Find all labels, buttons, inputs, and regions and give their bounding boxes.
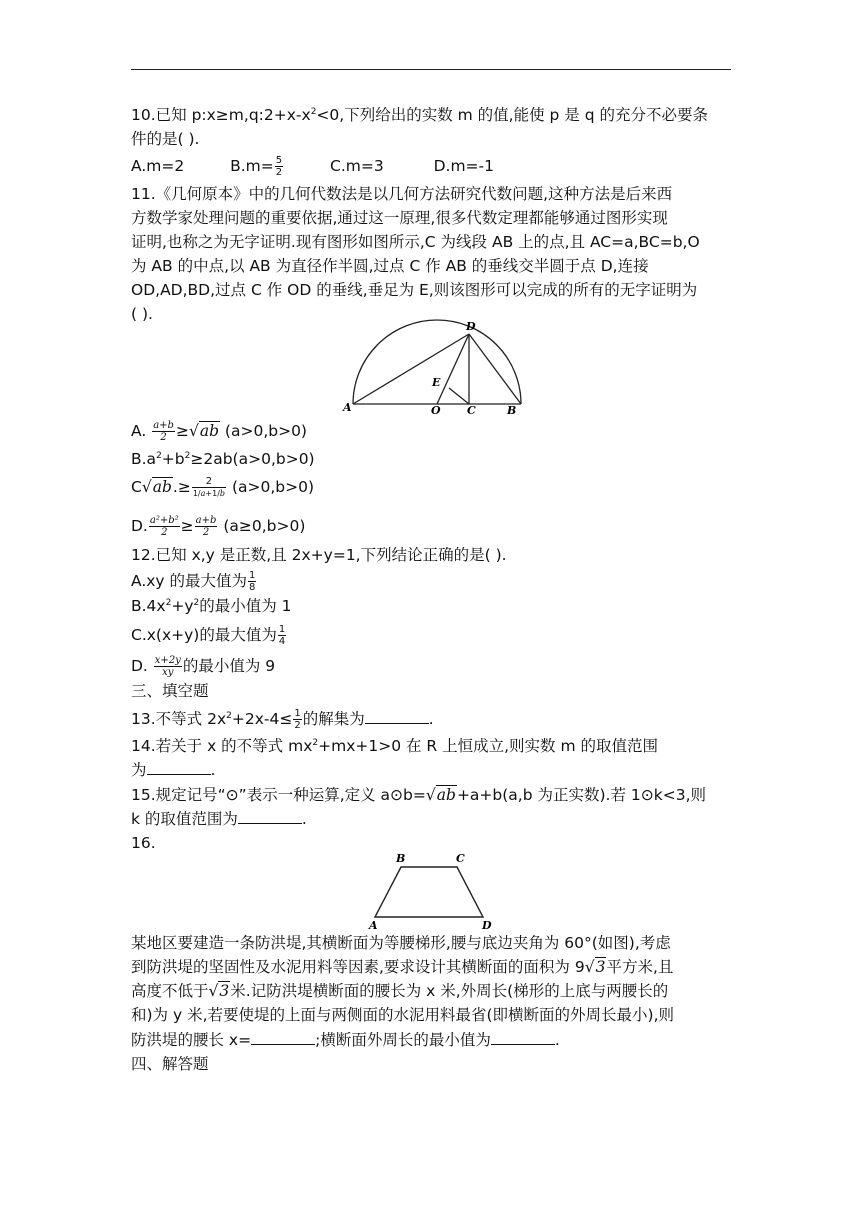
- q11-option-c: C√ab.≥ $\frac{2}{1/a+1/b}$ (a>0,b>0): [131, 476, 314, 498]
- q16-line3: 高度不低于√3米.记防洪堤横断面的腰长为 x 米,外周长(梯形的上底与两腰长的: [131, 982, 669, 1000]
- q16-line2: 到防洪堤的坚固性及水泥用料等因素,要求设计其横断面的面积为 9√3平方米,且: [131, 958, 674, 976]
- header-rule: [131, 69, 731, 70]
- fig1-label-o: O: [431, 404, 441, 417]
- q13-answer-blank[interactable]: [365, 709, 429, 724]
- q11-option-b: $B.a^2+b^2\ge 2ab(a>0,b>0)$: [131, 450, 315, 468]
- q12-stem: 12.已知 x,y 是正数,且 2x+y=1,下列结论正确的是( ).: [131, 546, 507, 564]
- q10-option-b: B.m= $\frac{5}{2}$: [230, 155, 283, 178]
- q11-line6: ( ).: [131, 305, 153, 323]
- q13: 13.不等式 $2x^2+2x-4\le$ $\frac{1}{2}$ 的解集为 .: [131, 708, 434, 731]
- q11-line5: OD,AD,BD,过点 C 作 OD 的垂线,垂足为 E,则该图形可以完成的所有的无字证明为: [131, 281, 698, 299]
- fig1-label-b: B: [507, 404, 517, 417]
- q10-option-a: A.m=2: [131, 157, 185, 175]
- q10-option-c: C.m=3: [330, 157, 384, 175]
- fig1-label-d: D: [466, 320, 476, 333]
- q12-option-d: D. $\frac{x+2y}{xy}$ 的最小值为 9: [131, 655, 276, 678]
- fig1-label-e: E: [432, 376, 441, 389]
- fig2-label-b: B: [396, 852, 406, 865]
- q10-option-d: D.m=-1: [433, 157, 494, 175]
- q10-options: [131, 155, 494, 178]
- q14-line1: 14.若关于 x 的不等式 $mx^2+mx+1>0$ 在 R 上恒成立,则实数 m 的取值范围: [131, 737, 659, 755]
- q16-answer-blank-1[interactable]: [251, 1030, 315, 1045]
- q11-line4: 为 AB 的中点,以 AB 为直径作半圆,过点 C 作 AB 的垂线交半圆于点 D,连接: [131, 257, 649, 275]
- q11-line3: 证明,也称之为无字证明.现有图形如图所示,C 为线段 AB 上的点,且 AC=a,BC=b,O: [131, 233, 700, 251]
- fig1-label-c: C: [467, 404, 476, 417]
- q14-answer-blank[interactable]: [147, 760, 211, 775]
- q14-line2: 为 .: [131, 761, 216, 779]
- q12-option-b: $B.4x^2+y^2$的最小值为 1: [131, 597, 292, 615]
- q11-option-d: D. $\frac{\text{a²+b²}}{2}$ ≥ $\frac{a+b}{2}$ (a≥0,b>0): [131, 515, 306, 538]
- q12-option-a: A.xy 的最大值为 $\frac{1}{8}$: [131, 570, 256, 593]
- q10-line2: 件的是( ).: [131, 130, 200, 148]
- semicircle-figure: [335, 318, 535, 418]
- q12-option-c: C.x(x+y)的最大值为 $\frac{1}{4}$: [131, 624, 286, 647]
- q16-line4: 和)为 y 米,若要使堤的上面与两侧面的水泥用料最省(即横断面的外周长最小),则: [131, 1006, 675, 1024]
- fig2-label-c: C: [456, 852, 465, 865]
- trapezoid-figure: [360, 850, 500, 932]
- fig2-label-d: D: [482, 919, 492, 932]
- fig1-label-a: A: [343, 401, 352, 414]
- section-4-heading: 四、解答题: [131, 1055, 209, 1073]
- q16-number: 16.: [131, 834, 156, 852]
- q16-line5: 防洪堤的腰长 x= ;横断面外周长的最小值为 .: [131, 1031, 560, 1049]
- q11-line1: 11.《几何原本》中的几何代数法是以几何方法研究代数问题,这种方法是后来西: [131, 185, 673, 203]
- fig2-label-a: A: [369, 919, 378, 932]
- q10-line1: 10.已知 $p:x\ge m,q:2+x-x^2<0$,下列给出的实数 m 的值,能使 p 是 q 的充分不必要条: [131, 106, 708, 124]
- q16-line1: 某地区要建造一条防洪堤,其横断面为等腰梯形,腰与底边夹角为 60°(如图),考虑: [131, 934, 671, 952]
- q15-line2: k 的取值范围为 .: [131, 810, 307, 828]
- q16-answer-blank-2[interactable]: [491, 1030, 555, 1045]
- section-3-heading: 三、填空题: [131, 682, 209, 700]
- q15-line1: 15.规定记号“⊙”表示一种运算,定义 a⊙b=√ab+a+b(a,b 为正实数).若 1⊙k<3,则: [131, 786, 706, 804]
- q11-line2: 方数学家处理问题的重要依据,通过这一原理,很多代数定理都能够通过图形实现: [131, 209, 668, 227]
- q15-answer-blank[interactable]: [238, 809, 302, 824]
- q11-option-a: A. $\frac{a+b}{2}$ ≥√ab (a>0,b>0): [131, 420, 307, 443]
